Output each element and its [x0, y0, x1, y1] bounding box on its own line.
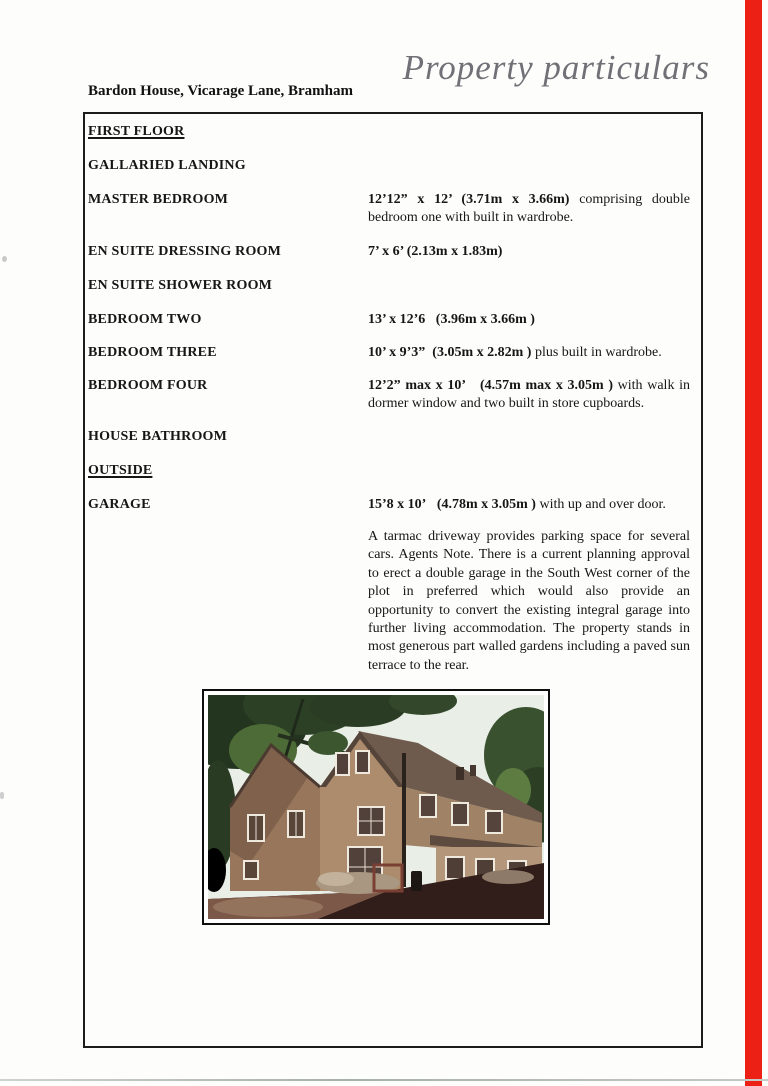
room-description: plus built in wardrobe.	[534, 345, 662, 360]
room-row-en-suite-dressing-room	[88, 243, 698, 261]
room-label: GALLARIED LANDING	[88, 158, 246, 173]
room-dimensions: 10’ x 9’3” (3.05m x 2.82m )	[368, 345, 532, 360]
room-row-bedroom-two	[88, 311, 698, 329]
property-address: Bardon House, Vicarage Lane, Bramham	[88, 83, 353, 99]
scan-speck	[2, 256, 7, 262]
room-dimensions: 12’12” x 12’ (3.71m x 3.66m)	[368, 192, 570, 207]
room-label: EN SUITE SHOWER ROOM	[88, 278, 273, 293]
room-description: with walk in dormer window and two built in store cupboards.	[368, 378, 691, 411]
room-label: HOUSE BATHROOM	[88, 429, 228, 444]
room-dimensions: 12’2” max x 10’ (4.57m max x 3.05m )	[368, 378, 613, 393]
scan-speck	[0, 792, 4, 799]
red-edge-stripe	[745, 0, 762, 1086]
room-row-bedroom-four	[88, 377, 698, 412]
room-row-garage	[88, 496, 698, 514]
room-label: BEDROOM THREE	[88, 345, 217, 360]
section-heading-label: FIRST FLOOR	[88, 124, 185, 139]
room-label: BEDROOM TWO	[88, 312, 202, 327]
room-label: EN SUITE DRESSING ROOM	[88, 244, 282, 259]
section-heading-label: OUTSIDE	[88, 463, 153, 478]
page-bottom-scan-line	[0, 1079, 768, 1081]
room-description: with up and over door.	[539, 497, 666, 512]
page-title: Property particulars	[402, 48, 710, 87]
room-details	[368, 344, 690, 362]
room-label: GARAGE	[88, 497, 151, 512]
room-row-master-bedroom	[88, 191, 698, 226]
particulars-box	[83, 112, 703, 1048]
room-details	[368, 311, 690, 329]
room-dimensions: 15’8 x 10’ (4.78m x 3.05m )	[368, 497, 536, 512]
room-details	[368, 496, 690, 514]
room-dimensions: 7’ x 6’ (2.13m x 1.83m)	[368, 244, 503, 259]
room-label: MASTER BEDROOM	[88, 192, 229, 207]
room-details	[368, 377, 690, 412]
agents-note-paragraph: A tarmac driveway provides parking space for several cars. Agents Note. There is a current planning approval to erect a double garage in the South West corner of the plot in preferred which would also provide an opportunity to convert the existing integral garage into further living accommodation. The property stands in most generous part walled gardens including a paved sun terrace to the rear.	[368, 529, 690, 673]
house-photo	[208, 695, 544, 919]
room-label: BEDROOM FOUR	[88, 378, 208, 393]
room-dimensions: 13’ x 12’6 (3.96m x 3.66m )	[368, 312, 535, 327]
room-details	[368, 243, 690, 261]
house-photo-frame	[202, 689, 550, 925]
room-description: comprising double bedroom one with built in wardrobe.	[368, 192, 691, 225]
room-details	[368, 191, 690, 226]
room-row-bedroom-three	[88, 344, 698, 362]
